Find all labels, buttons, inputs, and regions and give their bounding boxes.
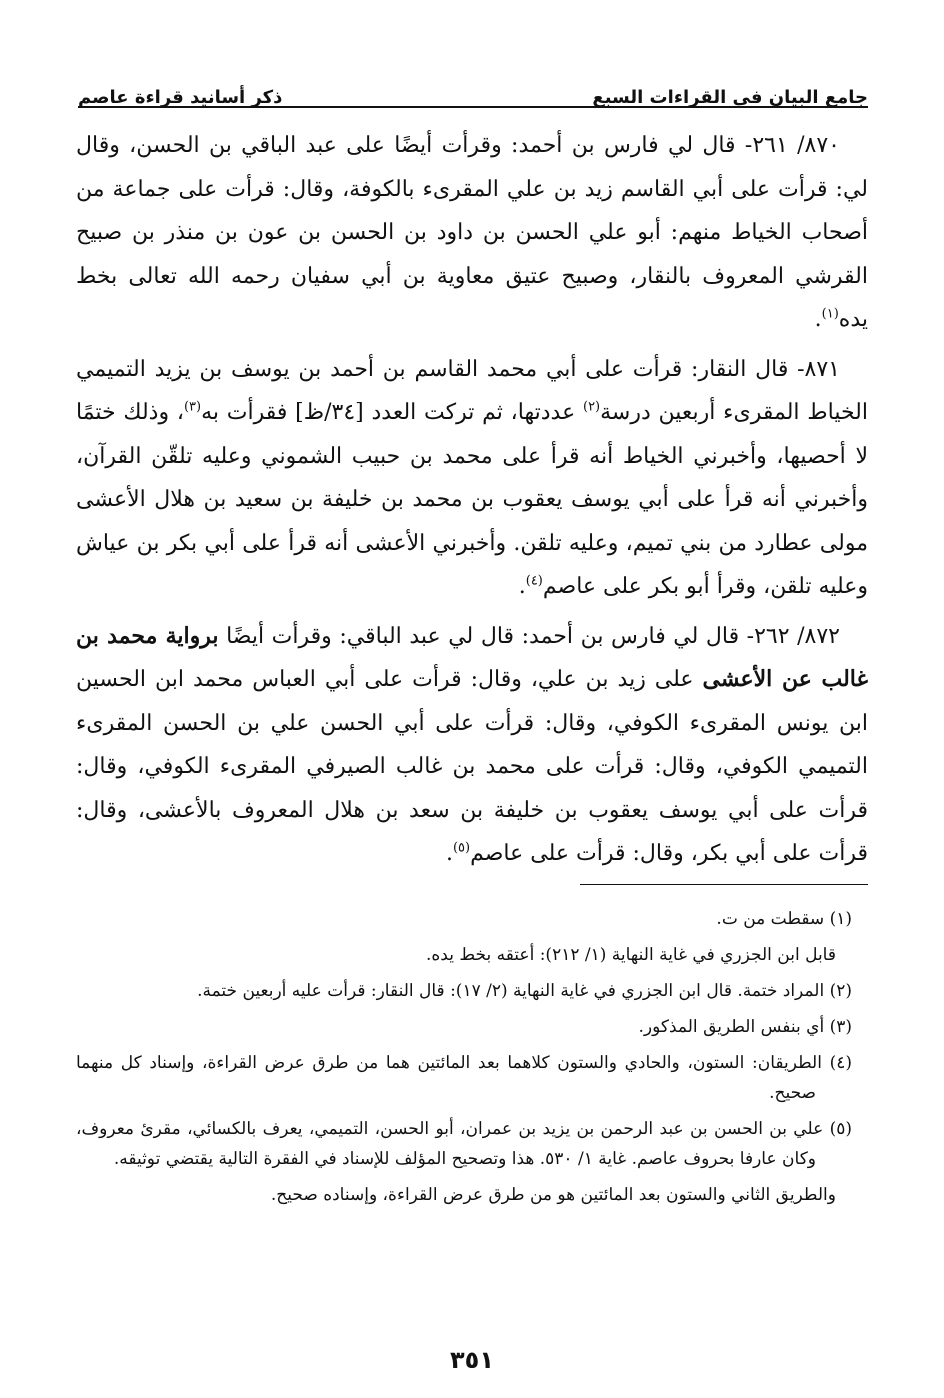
- footnote-label: (٢): [829, 981, 852, 1001]
- paragraph-number: ٨٧١-: [797, 356, 840, 382]
- footnote-text: أي بنفس الطريق المذكور.: [638, 1017, 825, 1037]
- footnote-3: [76, 1012, 852, 1042]
- paragraph-text: قال لي فارس بن أحمد: وقرأت أيضًا على عبد الباقي بن الحسن، وقال لي: قرأت على أبي القاسم زيد بن علي المقرىء بالكوفة، وقال: قرأت على جماعة من أصحاب الخياط منهم: أبو علي الحسن بن داود بن الحسن بن عون بن منذر بن صبيح القرشي المعروف بالنقار، وصبيح عتيق معاوية بن أبي سفيان رحمه الله تعالى بخط يده: [76, 133, 868, 332]
- footnote-5-continued: [76, 1180, 852, 1210]
- footnote-label: (١): [829, 909, 852, 929]
- footnote-text: قابل ابن الجزري في غاية النهاية (١/ ٢١٢): أعتقه بخط يده.: [425, 945, 836, 965]
- footnote-text: المراد ختمة. قال ابن الجزري في غاية النهاية (٢/ ١٧): قال النقار: قرأت عليه أربعين ختمة.: [197, 981, 825, 1001]
- section-title: ذكر أسانيد قراءة عاصم: [78, 87, 283, 108]
- footnotes-rule: [580, 884, 868, 885]
- header-rule: [78, 106, 868, 108]
- paragraph-text: قال لي فارس بن أحمد: قال لي عبد الباقي: وقرأت أيضًا: [218, 623, 740, 649]
- footnote-text: سقطت من ت.: [716, 909, 825, 929]
- footnotes: [76, 904, 852, 1216]
- main-text: [76, 124, 868, 882]
- paragraph-text: على زيد بن علي، وقال: قرأت على أبي العباس محمد ابن الحسين ابن يونس المقرىء الكوفي، وقال: قرأت على أبي الحسن علي بن الحسن المقرىء التميمي الكوفي، وقال: قرأت على محمد بن غالب الصيرفي المقرىء الكوفي، وقال: قرأت على أبي يوسف يعقوب بن خليفة بن سعد بن هلال المعروف بالأعشى، وقال: قرأت على أبي بكر، وقال: قرأت على عاصم: [76, 667, 868, 866]
- running-header: [78, 72, 868, 108]
- book-title: جامع البيان في القراءات السبع: [592, 87, 868, 108]
- footnote-1: [76, 904, 852, 934]
- footnote-label: (٣): [829, 1017, 852, 1037]
- paragraph-text: عددتها، ثم تركت العدد [٣٤/ظ] فقرأت به: [201, 400, 583, 425]
- paragraph-number: ٨٧٠/ ٢٦١-: [744, 133, 840, 158]
- paragraph-870: [76, 124, 868, 342]
- footnote-text: علي بن الحسن بن عبد الرحمن بن يزيد بن عمران، أبو الحسن، التميمي، يعرف بالكسائي، مقرئ معروف، وكان عارفا بحروف عاصم. غاية ١/ ٥٣٠. هذا وتصحيح المؤلف للإسناد في الفقرة التالية يقتضي توثيقه.: [76, 1119, 824, 1169]
- paragraph-end: .: [814, 307, 822, 332]
- footnote-label: (٤): [829, 1053, 853, 1073]
- paragraph-872: [76, 615, 868, 876]
- paragraph-text: ، وذلك ختمًا لا أحصيها، وأخبرني الخياط أنه قرأ على محمد بن حبيب الشموني وعليه تلقّن القرآن، وأخبرني أنه قرأ على أبي يوسف يعقوب بن محمد بن خليفة بن سعيد بن هلال الأعشى مولى عطارد من بني تميم، وعليه تلقن. وأخبرني الأعشى أنه قرأ على أبي بكر بن عياش وعليه تلقن، وقرأ أبو بكر على عاصم: [76, 400, 868, 599]
- footnote-ref[interactable]: (٤): [525, 573, 543, 589]
- footnote-text: والطريق الثاني والستون بعد المائتين هو من طرق عرض القراءة، وإسناده صحيح.: [270, 1185, 836, 1205]
- footnote-2: [76, 976, 852, 1006]
- footnote-5: [76, 1114, 852, 1174]
- footnote-ref[interactable]: (٢): [582, 399, 601, 415]
- paragraph-end: .: [445, 841, 453, 866]
- paragraph-end: .: [518, 574, 526, 599]
- bold-phrase: برواية محمد بن غالب عن الأعشى: [76, 622, 868, 692]
- footnote-4: [76, 1048, 852, 1108]
- paragraph-number: ٨٧٢/ ٢٦٢-: [746, 623, 840, 649]
- footnote-1-continued: [76, 940, 852, 970]
- footnote-text: الطريقان: الستون، والحادي والستون كلاهما بعد المائتين هما من طرق عرض القراءة، وإسناد كل منهما صحيح.: [76, 1053, 822, 1103]
- footnote-label: (٥): [829, 1119, 853, 1139]
- paragraph-text: قال النقار: قرأت على أبي محمد القاسم بن أحمد بن يوسف بن يزيد التميمي الخياط المقرىء أربعين درسة: [76, 356, 868, 425]
- page-number: ٣٥١: [450, 1346, 494, 1374]
- paragraph-871: [76, 348, 868, 609]
- footnote-ref[interactable]: (١): [821, 306, 839, 322]
- footnote-ref[interactable]: (٣): [183, 399, 202, 415]
- footnote-ref[interactable]: (٥): [452, 840, 471, 856]
